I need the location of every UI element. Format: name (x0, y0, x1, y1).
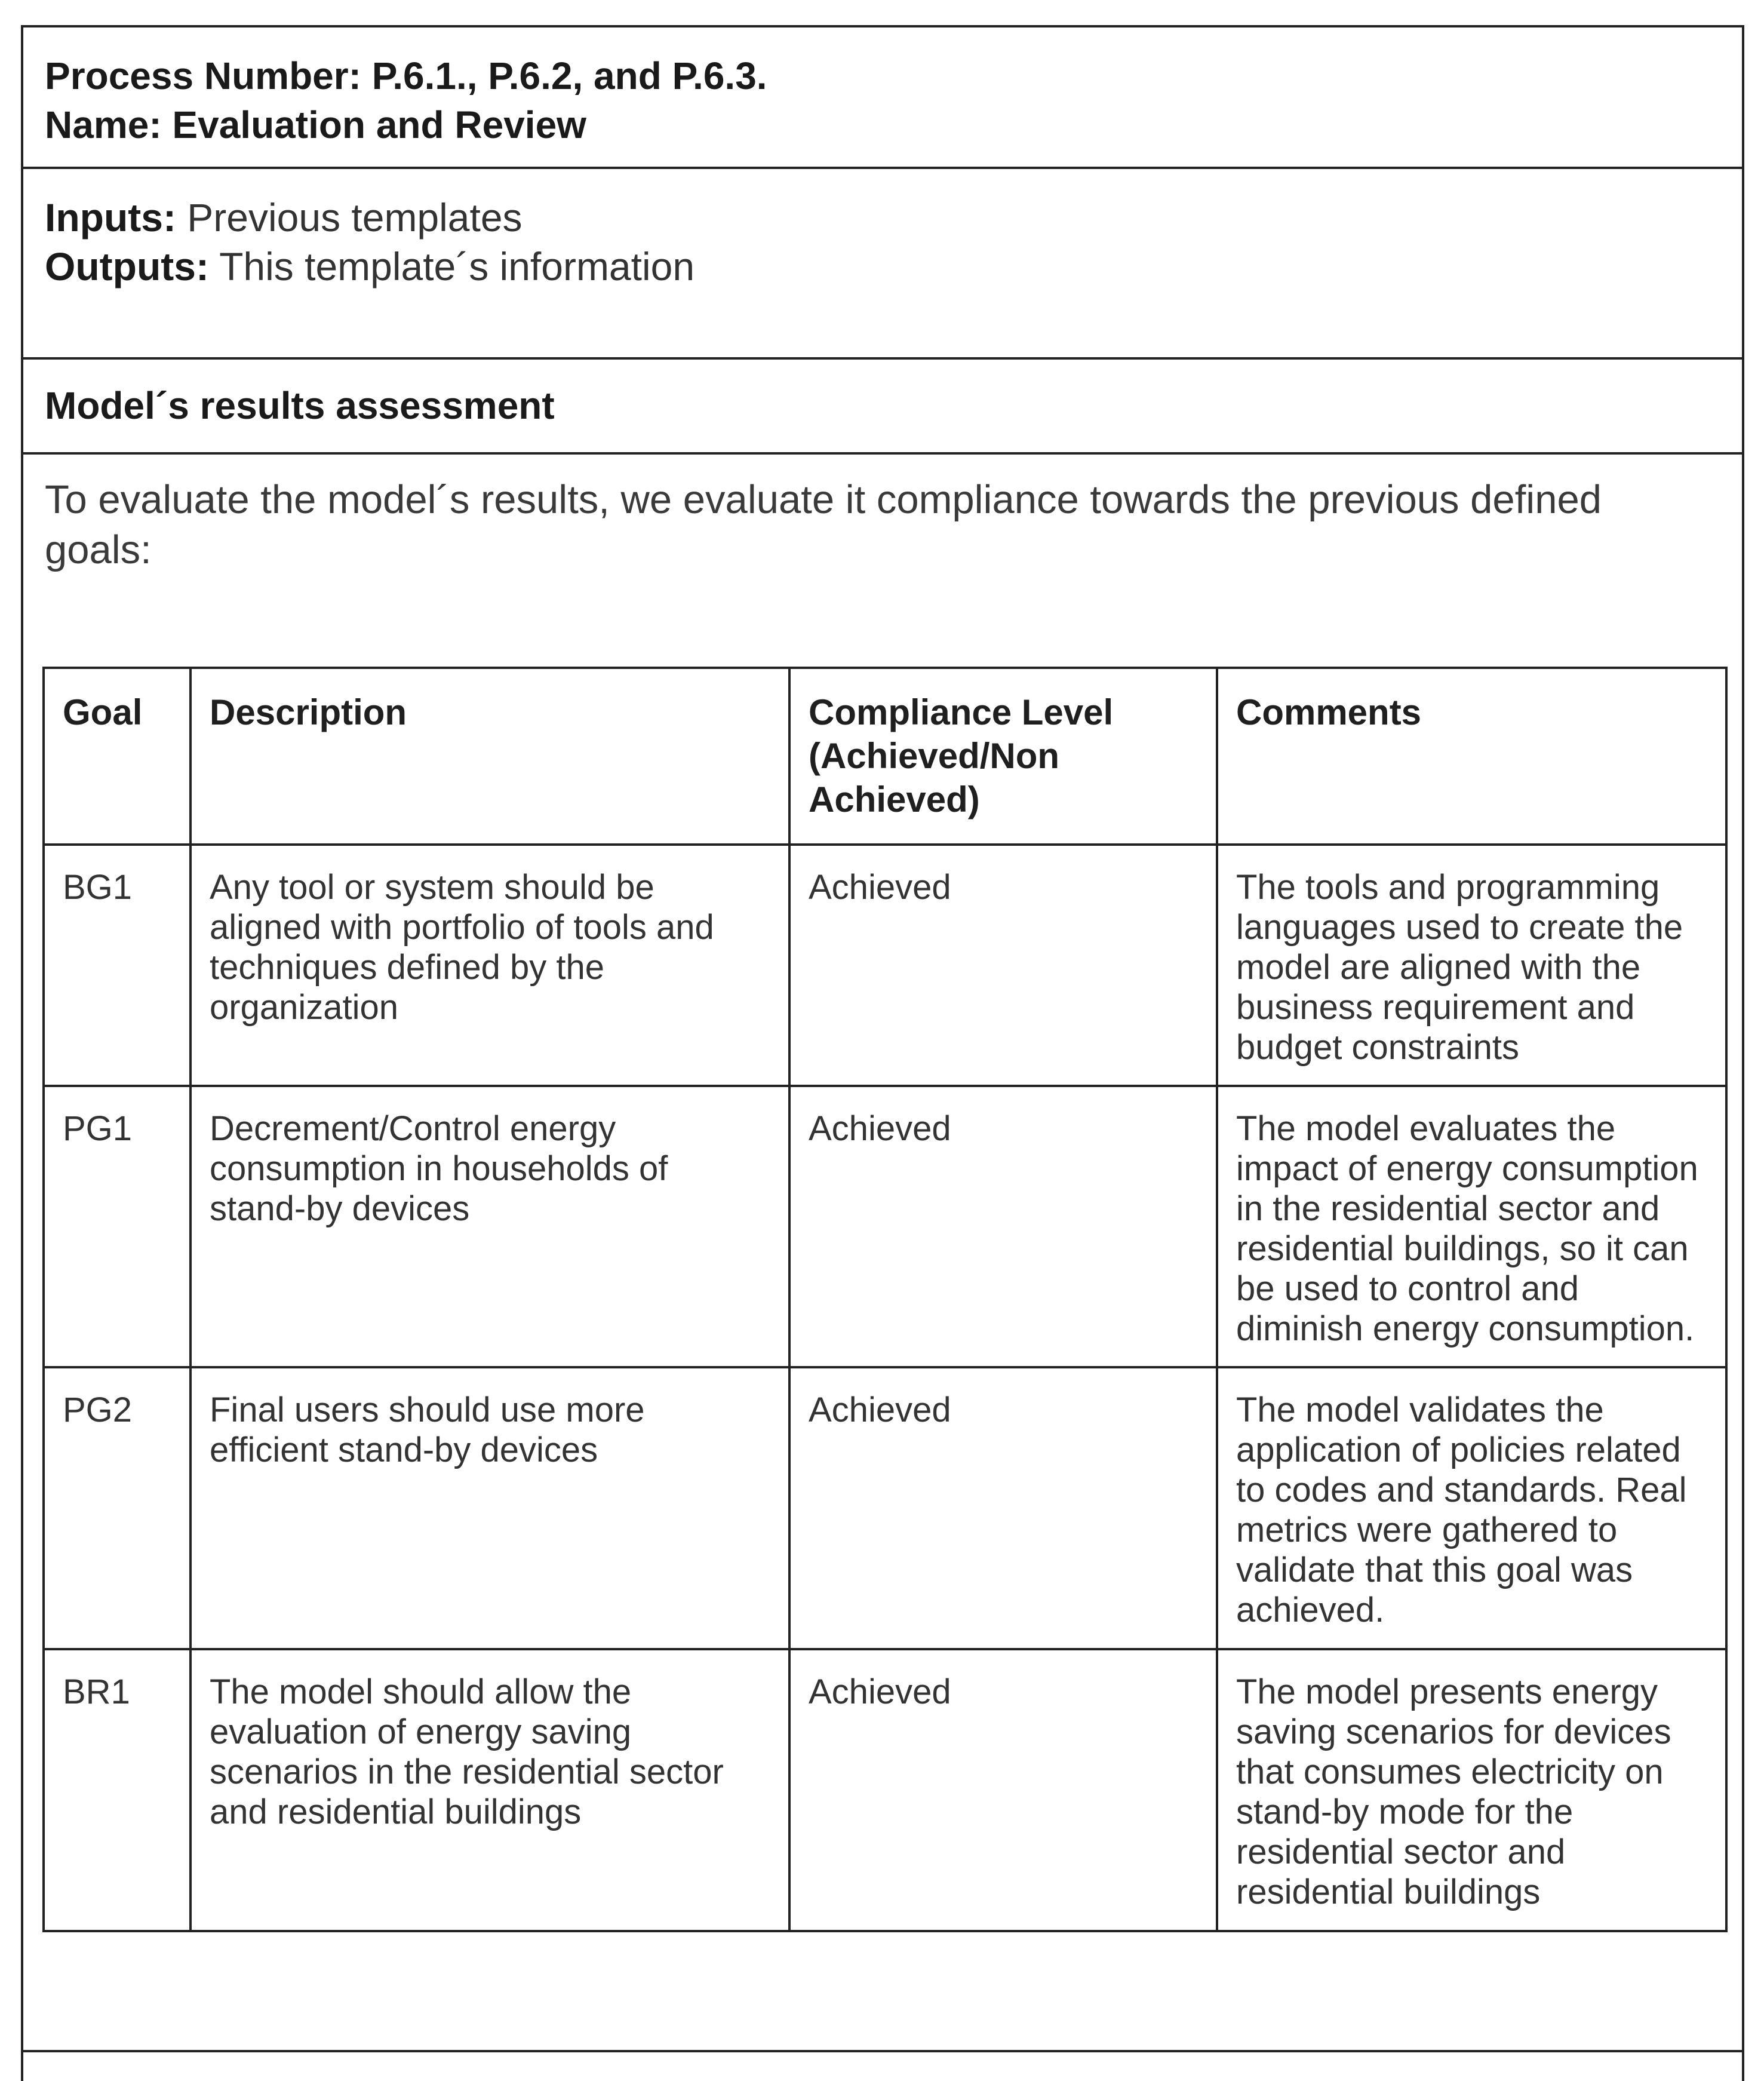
cell-description: Any tool or system should be aligned with portfolio of tools and techniques defined by the organization (190, 845, 789, 1086)
inputs-value: Previous templates (176, 195, 523, 240)
table-row (44, 1086, 1726, 1367)
cell-compliance: Achieved (789, 1086, 1217, 1367)
cell-goal: PG1 (44, 1086, 190, 1367)
cell-goal: PG2 (44, 1367, 190, 1649)
cell-compliance: Achieved (789, 1367, 1217, 1649)
header-compliance: Compliance Level (Achieved/Non Achieved) (789, 668, 1217, 845)
inputs-label: Inputs: (45, 195, 176, 240)
section-title-row (23, 360, 1742, 455)
section-body (23, 455, 1742, 575)
outputs-value: This template´s information (208, 244, 695, 288)
process-number: Process Number: P.6.1., P.6.2, and P.6.3. (45, 54, 767, 97)
cell-comments: The model evaluates the impact of energy consumption in the residential sector and residential buildings, so it can be used to control and diminish energy consumption. (1217, 1086, 1726, 1367)
cell-goal: BR1 (44, 1649, 190, 1931)
cell-comments: The model validates the application of policies related to codes and standards. Real metrics were gathered to validate that this goal was achieved. (1217, 1367, 1726, 1649)
header-description: Description (190, 668, 789, 845)
cell-compliance: Achieved (789, 845, 1217, 1086)
document-frame (21, 25, 1744, 2081)
section-title: Model´s results assessment (45, 384, 555, 427)
table-row (44, 1367, 1726, 1649)
outputs-line (45, 242, 1742, 291)
header-comments: Comments (1217, 668, 1726, 845)
cell-description: The model should allow the evaluation of energy saving scenarios in the residential sector and residential buildings (190, 1649, 789, 1931)
inputs-outputs (23, 169, 1742, 360)
header-goal: Goal (44, 668, 190, 845)
table-header-row (44, 668, 1726, 845)
intro-paragraph: To evaluate the model´s results, we evaluate it compliance towards the previous defined goals: (45, 477, 1602, 572)
cell-description: Final users should use more efficient stand-by devices (190, 1367, 789, 1649)
cell-description: Decrement/Control energy consumption in households of stand-by devices (190, 1086, 789, 1367)
table-row (44, 1649, 1726, 1931)
outputs-label: Outputs: (45, 244, 209, 288)
cell-compliance: Achieved (789, 1649, 1217, 1931)
bottom-rule (21, 2050, 1744, 2052)
process-header (23, 27, 1742, 169)
process-name: Name: Evaluation and Review (45, 103, 586, 146)
goals-table (42, 667, 1728, 1932)
table-row (44, 845, 1726, 1086)
inputs-line (45, 193, 1742, 242)
cell-comments: The tools and programming languages used to create the model are aligned with the business requirement and budget constraints (1217, 845, 1726, 1086)
cell-goal: BG1 (44, 845, 190, 1086)
cell-comments: The model presents energy saving scenarios for devices that consumes electricity on stand-by mode for the residential sector and residential buildings (1217, 1649, 1726, 1931)
